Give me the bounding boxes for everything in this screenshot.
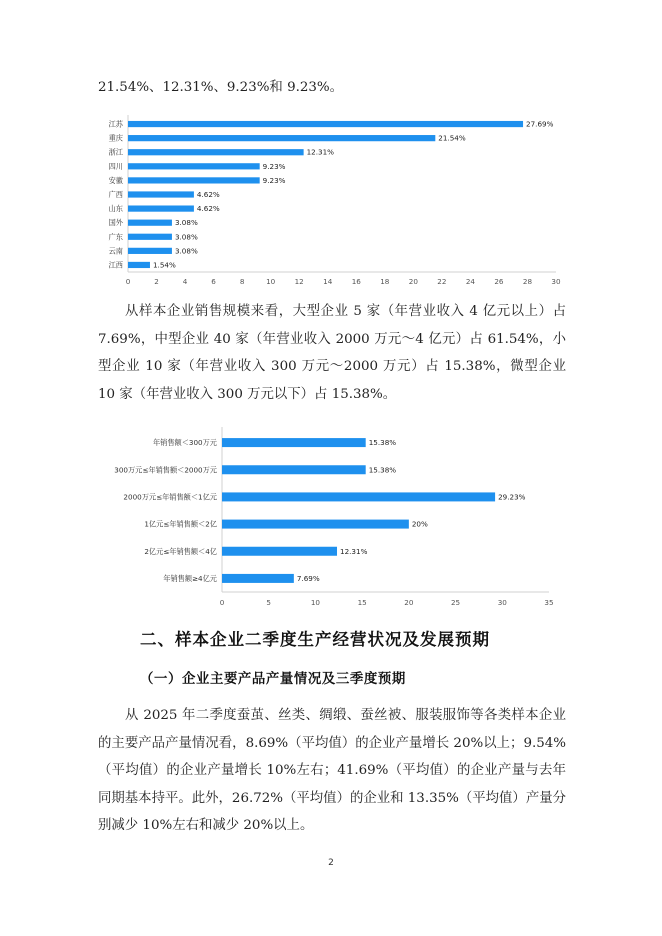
data-label: 15.38% (368, 438, 397, 448)
category-label: 年销售额＜300万元 (152, 438, 217, 448)
data-label: 9.23% (262, 175, 286, 185)
x-tick-label: 0 (219, 598, 225, 607)
x-tick-label: 8 (239, 277, 245, 286)
x-tick-label: 15 (357, 598, 367, 607)
page-number: 2 (328, 858, 334, 868)
x-tick-label: 14 (323, 277, 333, 286)
x-tick-label: 5 (266, 598, 272, 607)
data-label: 7.69% (296, 573, 320, 583)
data-label: 3.08% (174, 218, 198, 228)
category-label: 1亿元≤年销售额＜2亿 (144, 519, 217, 529)
x-tick-label: 12 (294, 277, 304, 286)
category-label: 300万元≤年销售额＜2000万元 (114, 465, 217, 475)
data-label: 27.69% (526, 119, 554, 129)
data-label: 3.08% (174, 232, 198, 242)
x-tick-label: 22 (437, 277, 447, 286)
x-tick-label: 16 (351, 277, 361, 286)
category-label: 浙江 (108, 147, 123, 157)
x-tick-label: 28 (522, 277, 533, 286)
x-tick-label: 30 (551, 277, 561, 286)
category-label: 四川 (108, 161, 123, 171)
paragraph-production: 从 2025 年二季度蚕茧、丝类、绸缎、蚕丝被、服装服饰等各类样本企业的主要产品产量情况看，8.69%（平均值）的企业产量增长 20%以上；9.54%（平均值）的企业产量增长 10%左右；41.69%（平均值）的企业产量与去年同期基本持平。此外，26.72%（平均值）的企业和 13.35%（平均值）产量分别减少 10%左右和减少 20%以上。 (98, 708, 566, 833)
x-tick-label: 6 (211, 277, 216, 286)
data-label: 20% (411, 519, 428, 529)
paragraph-sales-scale: 从样本企业销售规模来看，大型企业 5 家（年营业收入 4 亿元以上）占 7.69%，中型企业 40 家（年营业收入 2000 万元～4 亿元）占 61.54%，小型企业 10 家（年营业收入 300 万元～2000 万元）占 15.38%，微型企业 10 家（年营业收入 300 万元以下）占 15.38%。 (98, 304, 566, 402)
x-tick-label: 20 (404, 598, 414, 607)
x-tick-label: 26 (494, 277, 504, 286)
bar (222, 574, 294, 583)
x-tick-label: 10 (310, 598, 321, 607)
x-tick-label: 18 (380, 277, 390, 286)
category-label: 年销售额≥4亿元 (163, 573, 217, 583)
x-tick-label: 20 (408, 277, 418, 286)
bar (222, 438, 366, 447)
data-label: 9.23% (262, 161, 286, 171)
category-label: 安徽 (108, 175, 123, 185)
paragraph-top-line: 21.54%、12.31%、9.23%和 9.23%。 (98, 80, 344, 95)
category-label: 2亿元≤年销售额＜4亿 (144, 546, 217, 556)
x-tick-label: 10 (266, 277, 276, 286)
data-label: 4.62% (196, 204, 220, 214)
category-label: 云南 (108, 246, 123, 256)
category-label: 江苏 (108, 119, 123, 129)
category-label: 山东 (108, 204, 123, 214)
subsection-heading: （一）企业主要产品产量情况及三季度预期 (140, 671, 406, 687)
bar (222, 547, 337, 556)
data-label: 4.62% (196, 190, 220, 200)
data-label: 15.38% (368, 465, 397, 475)
x-tick-label: 0 (125, 277, 131, 286)
x-tick-label: 24 (465, 277, 475, 286)
data-label: 12.31% (306, 147, 335, 157)
x-tick-label: 4 (182, 277, 188, 286)
section-heading: 二、样本企业二季度生产经营状况及发展预期 (140, 630, 490, 649)
category-label: 重庆 (108, 133, 123, 143)
data-label: 1.54% (152, 260, 176, 270)
bar (222, 520, 409, 529)
category-label: 2000万元≤年销售额＜1亿元 (123, 492, 217, 502)
x-tick-label: 2 (154, 277, 159, 286)
data-label: 12.31% (340, 546, 368, 556)
data-label: 3.08% (174, 246, 198, 256)
data-label: 29.23% (498, 492, 526, 502)
category-label: 江西 (108, 260, 123, 270)
category-label: 国外 (108, 218, 123, 228)
category-label: 广西 (108, 190, 123, 200)
x-tick-label: 30 (497, 598, 507, 607)
bar (222, 492, 495, 501)
category-label: 广东 (108, 232, 123, 242)
bar (222, 465, 366, 474)
x-tick-label: 25 (450, 598, 461, 607)
data-label: 21.54% (438, 133, 466, 143)
x-tick-label: 35 (544, 598, 554, 607)
